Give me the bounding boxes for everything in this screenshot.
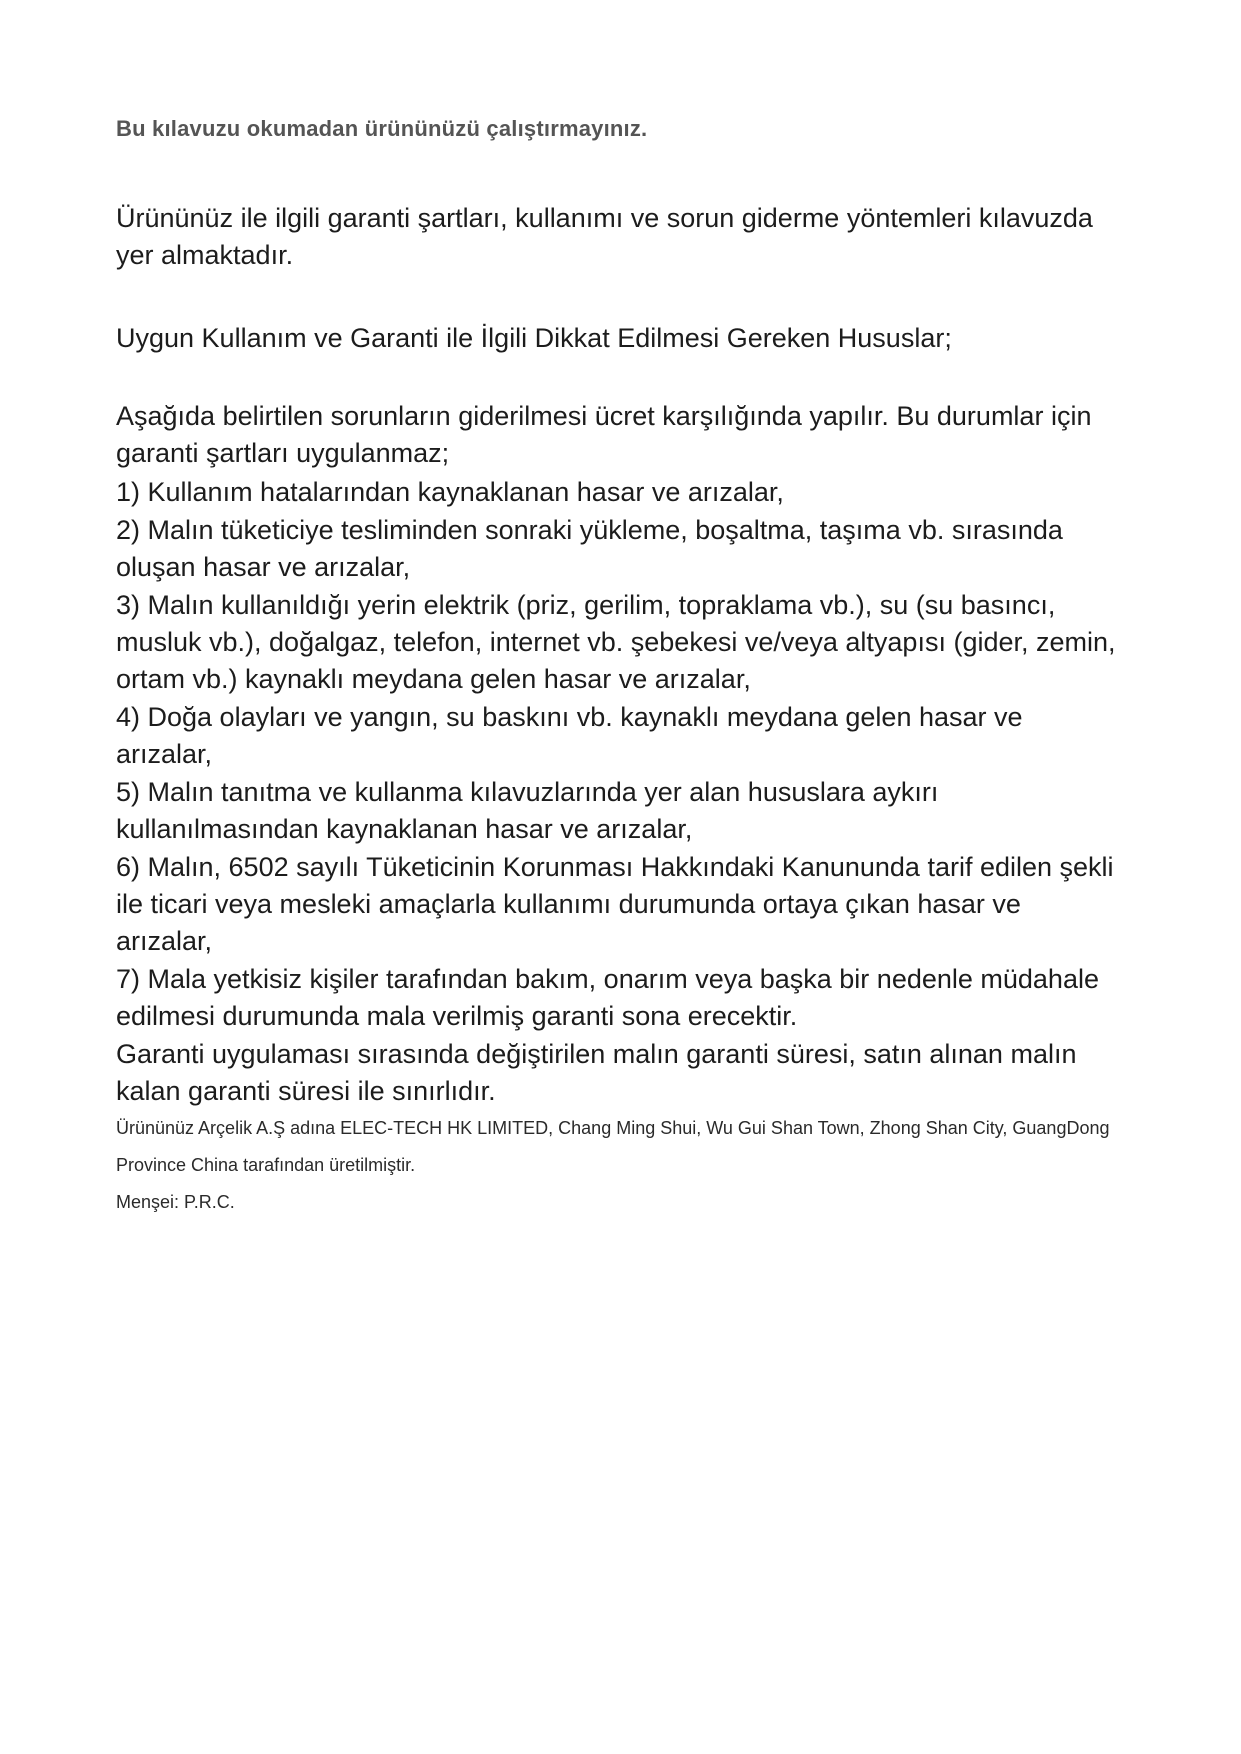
manufacturer-text: Ürününüz Arçelik A.Ş adına ELEC-TECH HK LIMITED, Chang Ming Shui, Wu Gui Shan Town, Zhong Shan City, GuangDong Province China tarafından üretilmiştir. (116, 1118, 1110, 1175)
closing-paragraph: Garanti uygulaması sırasında değiştirilen malın garanti süresi, satın alınan malın kalan garanti süresi ile sınırlıdır. (116, 1039, 1077, 1106)
condition-item: 7) Mala yetkisiz kişiler tarafından bakım, onarım veya başka bir nedenle müdahale edilmesi durumunda mala verilmiş garanti sona erecektir. (116, 964, 1099, 1031)
warning-text: Bu kılavuzu okumadan ürününüzü çalıştırmayınız. (116, 116, 648, 141)
condition-item: 5) Malın tanıtma ve kullanma kılavuzlarında yer alan hususlara aykırı kullanılmasından kaynaklanan hasar ve arızalar, (116, 777, 939, 844)
conditions-list (116, 474, 1121, 1035)
condition-item: 1) Kullanım hatalarından kaynaklanan hasar ve arızalar, (116, 477, 784, 507)
condition-item: 6) Malın, 6502 sayılı Tüketicinin Korunması Hakkındaki Kanununda tarif edilen şekli ile ticari veya mesleki amaçlarla kullanımı durumunda ortaya çıkan hasar ve arızalar, (116, 852, 1114, 956)
condition-item: 4) Doğa olayları ve yangın, su baskını vb. kaynaklı meydana gelen hasar ve arızalar, (116, 702, 1023, 769)
origin-text: Menşei: P.R.C. (116, 1192, 235, 1212)
intro-paragraph: Ürününüz ile ilgili garanti şartları, kullanımı ve sorun giderme yöntemleri kılavuzda yer almaktadır. (116, 203, 1093, 270)
section-title: Uygun Kullanım ve Garanti ile İlgili Dikkat Edilmesi Gereken Hususlar; (116, 323, 952, 353)
warranty-conditions (116, 398, 1121, 1110)
manufacturer-info (116, 1110, 1126, 1221)
condition-item: 3) Malın kullanıldığı yerin elektrik (priz, gerilim, topraklama vb.), su (su basıncı, musluk vb.), doğalgaz, telefon, internet vb. şebekesi ve/veya altyapısı (gider, zemin, ortam vb.) kaynaklı meydana gelen hasar ve arızalar, (116, 590, 1116, 694)
condition-item: 2) Malın tüketiciye tesliminden sonraki yükleme, boşaltma, taşıma vb. sırasında oluşan hasar ve arızalar, (116, 515, 1063, 582)
conditions-lead: Aşağıda belirtilen sorunların giderilmesi ücret karşılığında yapılır. Bu durumlar için garanti şartları uygulanmaz; (116, 401, 1092, 468)
